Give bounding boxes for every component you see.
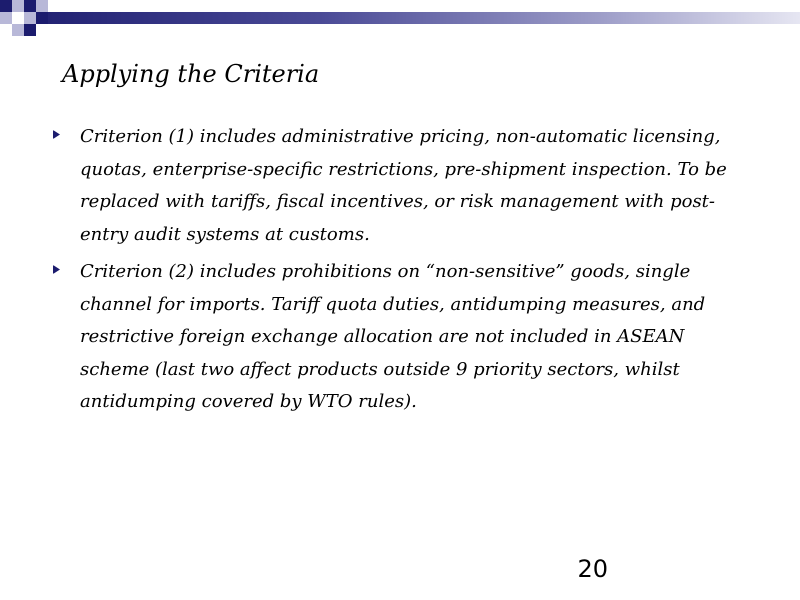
decorative-square bbox=[12, 24, 24, 36]
decorative-square bbox=[36, 0, 48, 12]
decorative-square bbox=[36, 12, 48, 24]
bullet-item bbox=[50, 121, 730, 251]
bullet-icon bbox=[53, 130, 60, 139]
decorative-square bbox=[12, 12, 24, 24]
bullet-text: Criterion (1) includes administrative pricing, non-automatic licensing, quotas, enterprise-specific restrictions, pre-shipment inspection. To be replaced with tariffs, fiscal incentives, or risk management with post-entry audit systems at customs. bbox=[80, 126, 727, 245]
decorative-square bbox=[24, 0, 36, 12]
decorative-square bbox=[0, 12, 12, 24]
gradient-header-bar bbox=[0, 12, 800, 24]
slide-number: 20 bbox=[577, 555, 608, 583]
decorative-square bbox=[24, 24, 36, 36]
slide-title: Applying the Criteria bbox=[62, 60, 320, 88]
decorative-square bbox=[12, 0, 24, 12]
bullet-icon bbox=[53, 265, 60, 274]
bullet-list bbox=[50, 121, 730, 424]
bullet-text: Criterion (2) includes prohibitions on “non-sensitive” goods, single channel for imports. Tariff quota duties, antidumping measures, and restrictive foreign exchange allocation are not included in ASEAN scheme (last two affect products outside 9 priority sectors, whilst antidumping covered by WTO rules). bbox=[80, 261, 706, 412]
bullet-item bbox=[50, 256, 730, 419]
decorative-square bbox=[24, 12, 36, 24]
decorative-header-band bbox=[0, 0, 800, 36]
decorative-square bbox=[0, 0, 12, 12]
